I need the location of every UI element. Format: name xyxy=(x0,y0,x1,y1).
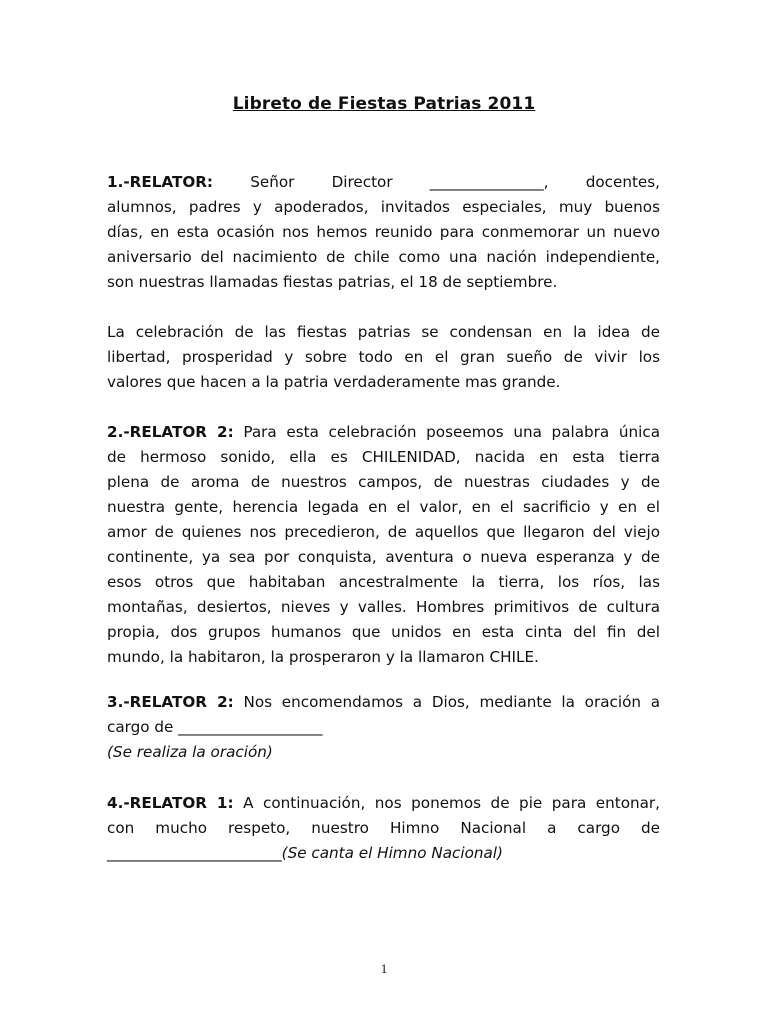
section-1 xyxy=(107,170,660,295)
section-1-text: Señor Director _______________, docentes, xyxy=(250,173,660,191)
section-1-line-1 xyxy=(107,170,660,195)
section-4 xyxy=(107,791,660,866)
section-1-speaker: .-RELATOR: xyxy=(117,173,214,191)
section-1-line-5: son nuestras llamadas fiestas patrias, el 18 de septiembre. xyxy=(107,273,558,291)
section-2-line-5: amor de quienes nos precedieron, de aquellos que llegaron del viejo xyxy=(107,523,660,541)
section-1-number: 1 xyxy=(107,173,118,191)
section-2-line-9: propia, dos grupos humanos que unidos en esta cinta del fin del xyxy=(107,623,660,641)
paragraph-line-3: valores que hacen a la patria verdaderamente mas grande. xyxy=(107,373,561,391)
section-2-line-8: montañas, desiertos, nieves y valles. Hombres primitivos de cultura xyxy=(107,598,660,616)
section-1-line-4: aniversario del nacimiento de chile como una nación independiente, xyxy=(107,248,660,266)
paragraph-line-2: libertad, prosperidad y sobre todo en el gran sueño de vivir los xyxy=(107,348,660,366)
section-4-text: A continuación, nos ponemos de pie para entonar, xyxy=(243,794,661,812)
section-3 xyxy=(107,690,660,765)
paragraph-line-1: La celebración de las fiestas patrias se condensan en la idea de xyxy=(107,323,660,341)
section-3-line-2: cargo de ___________________ xyxy=(107,718,323,736)
document-title: Libreto de Fiestas Patrias 2011 xyxy=(232,94,536,114)
section-3-text: Nos encomendamos a Dios, mediante la oración a xyxy=(243,693,661,711)
section-2-line-7: esos otros que habitaban ancestralmente la tierra, los ríos, las xyxy=(107,573,660,591)
section-4-blank: _______________________ xyxy=(107,844,282,862)
section-2 xyxy=(107,420,660,670)
section-4-line-3 xyxy=(107,841,660,866)
section-2-line-1 xyxy=(107,420,660,445)
section-2-line-2: de hermoso sonido, ella es CHILENIDAD, nacida en esta tierra xyxy=(107,448,660,466)
section-4-number: 4 xyxy=(107,794,118,812)
section-3-number: 3 xyxy=(107,693,118,711)
section-2-line-3: plena de aroma de nuestros campos, de nuestras ciudades y de xyxy=(107,473,660,491)
page-number: 1 xyxy=(380,961,388,976)
section-3-speaker: .-RELATOR 2: xyxy=(117,693,234,711)
section-1-line-2: alumnos, padres y apoderados, invitados especiales, muy buenos xyxy=(107,198,660,216)
section-2-speaker: .-RELATOR 2: xyxy=(117,423,234,441)
section-2-line-6: continente, ya sea por conquista, aventura o nueva esperanza y de xyxy=(107,548,660,566)
section-4-line-2: con mucho respeto, nuestro Himno Nacional a cargo de xyxy=(107,819,660,837)
section-2-line-10: mundo, la habitaron, la prosperaron y la llamaron CHILE. xyxy=(107,648,539,666)
section-3-stage-direction: (Se realiza la oración) xyxy=(107,743,273,761)
section-4-stage-direction: (Se canta el Himno Nacional) xyxy=(281,844,503,862)
section-1-line-3: días, en esta ocasión nos hemos reunido para conmemorar un nuevo xyxy=(107,223,660,241)
section-2-text: Para esta celebración poseemos una palabra única xyxy=(243,423,661,441)
section-4-line-1 xyxy=(107,791,660,816)
section-3-line-1 xyxy=(107,690,660,715)
section-4-speaker: .-RELATOR 1: xyxy=(117,794,234,812)
paragraph-celebration xyxy=(107,320,660,395)
section-2-line-4: nuestra gente, herencia legada en el valor, en el sacrificio y en el xyxy=(107,498,660,516)
section-2-number: 2 xyxy=(107,423,118,441)
